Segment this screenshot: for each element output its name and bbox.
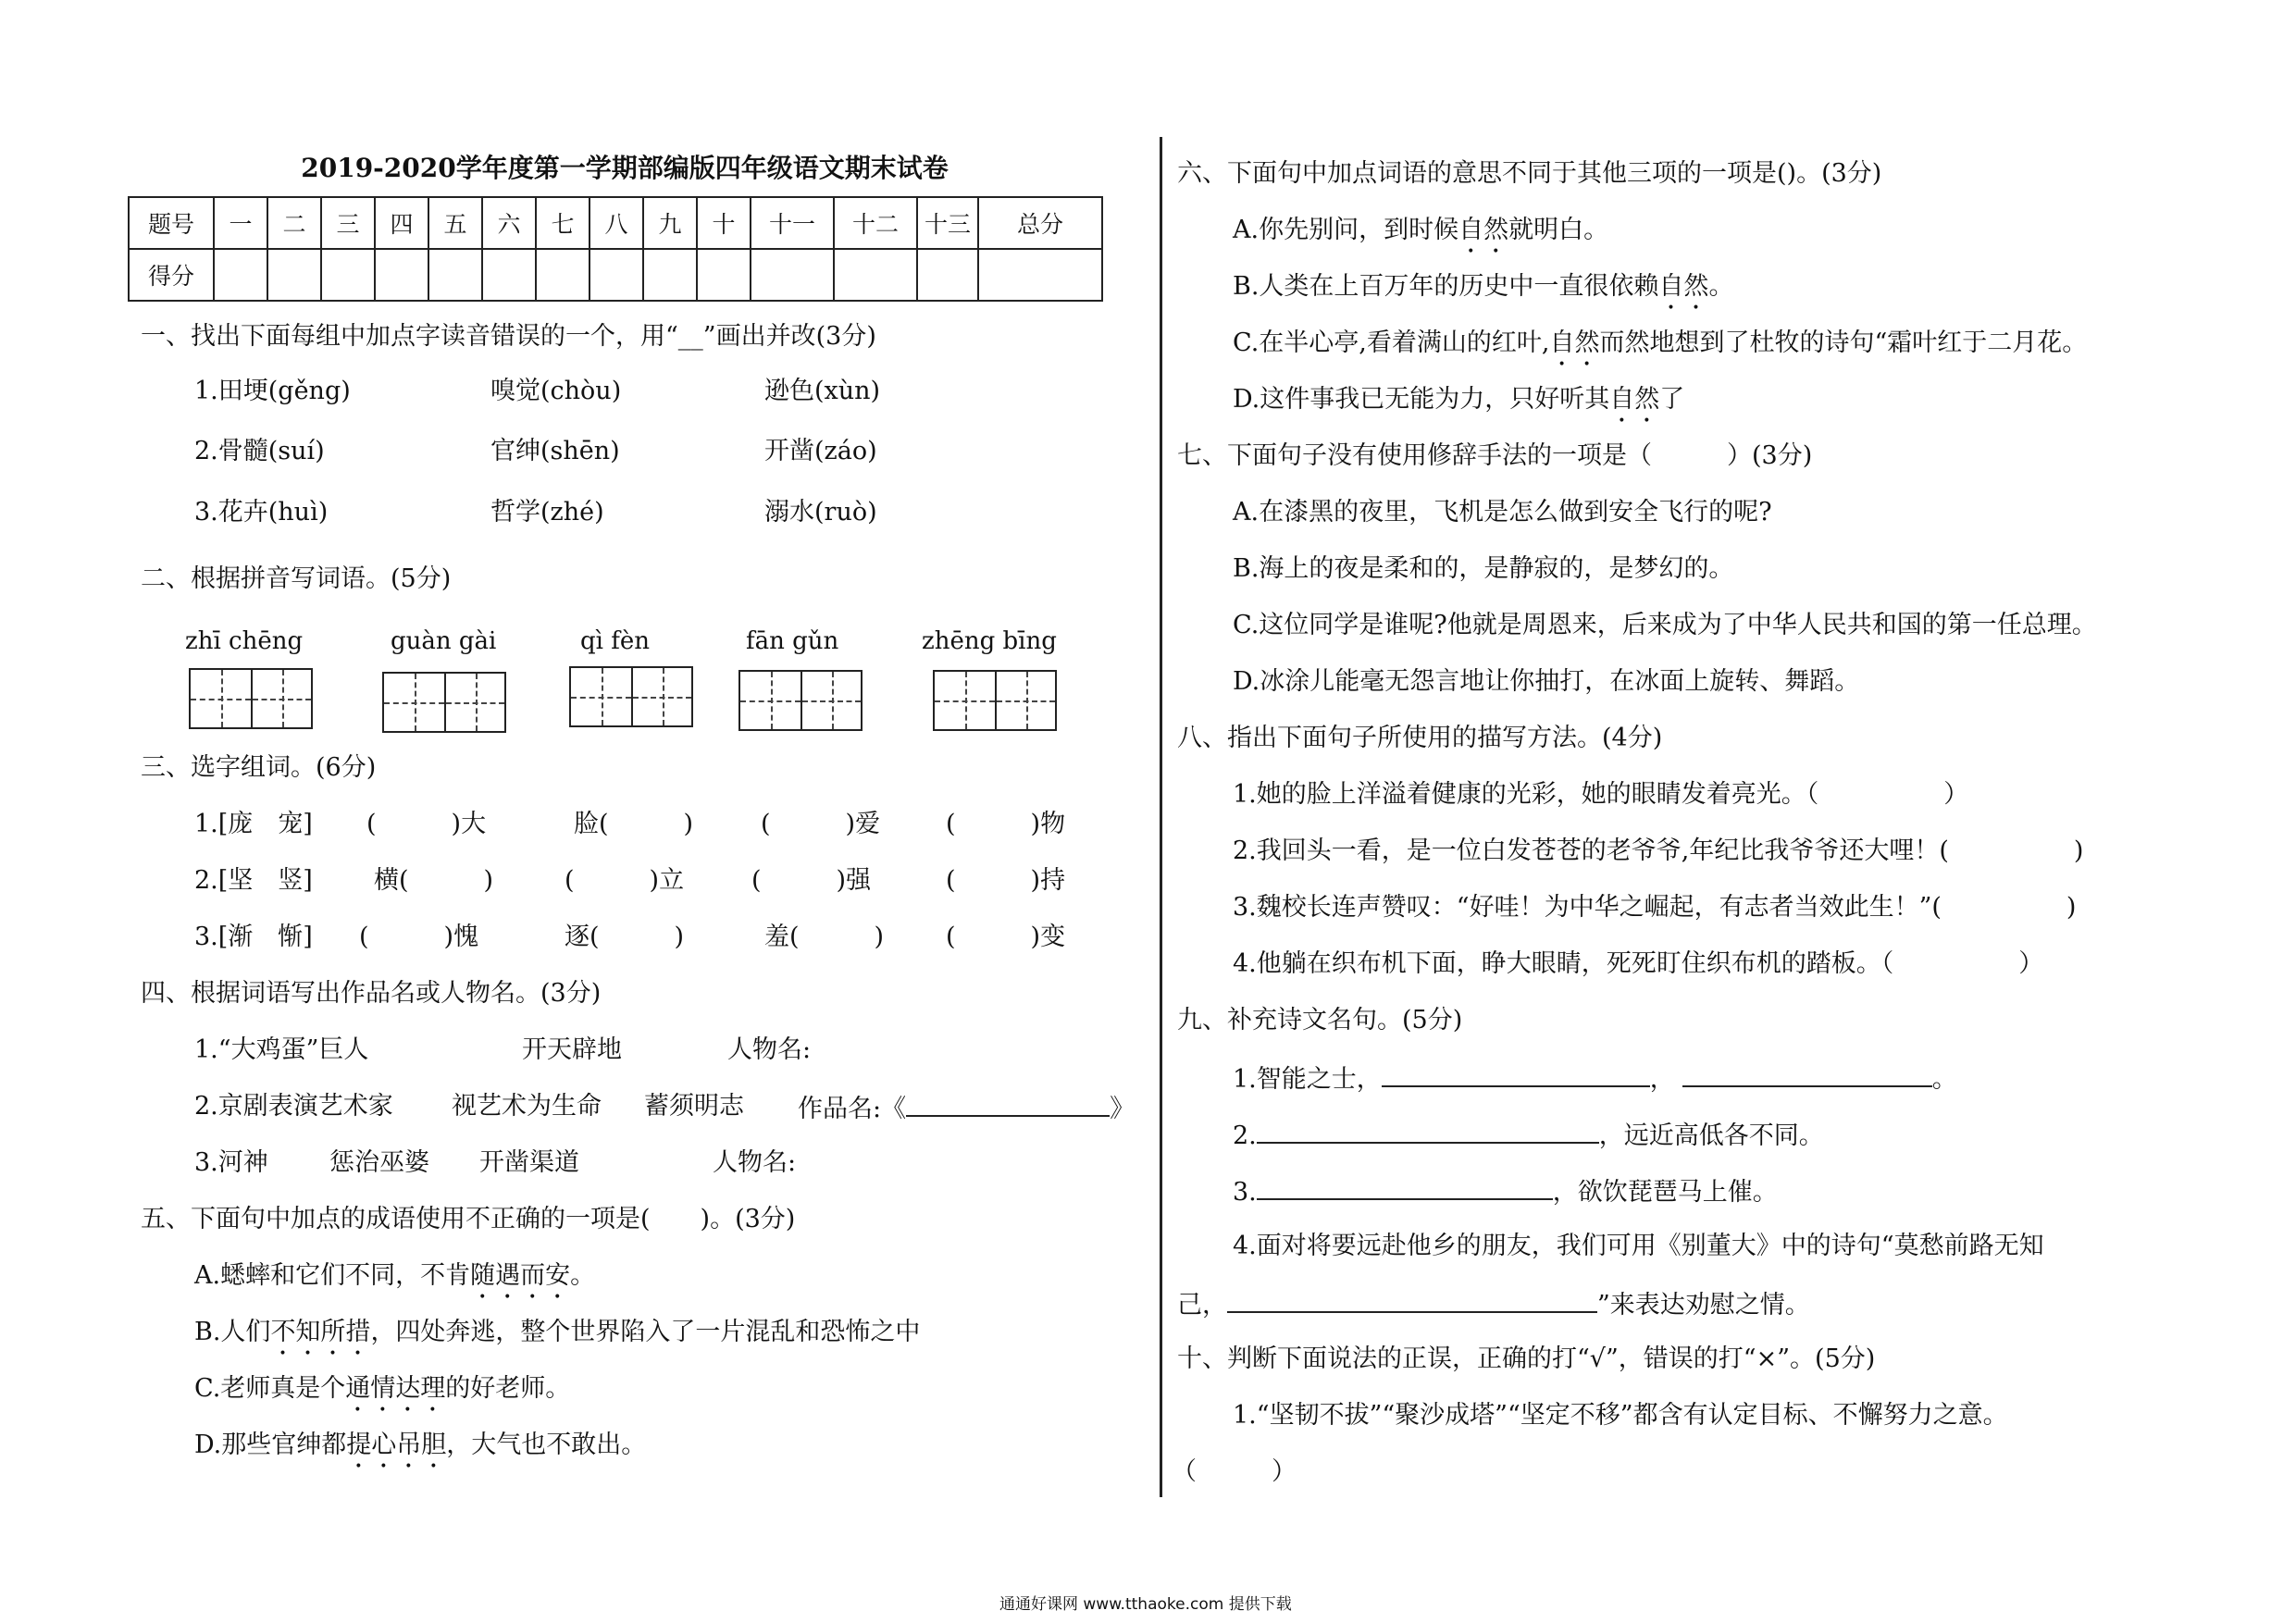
score-table-row-label: 题号 [129,197,214,249]
q8-item[interactable]: 1.她的脸上洋溢着健康的光彩，她的眼睛发着亮光。（ ） [1233,780,1969,809]
q3-blank[interactable]: ( )强 [751,866,872,895]
score-cell[interactable] [590,249,643,301]
poem-blank[interactable] [1382,1061,1650,1087]
character-grid[interactable] [933,670,1057,731]
score-col: 二 [267,197,321,249]
q8-item[interactable]: 4.他躺在织布机下面，睁大眼睛，死死盯住织布机的踏板。（ ） [1233,949,2044,978]
score-cell[interactable] [751,249,834,301]
q9-item-4-cont [1177,1287,1810,1321]
q8-item[interactable]: 3.魏校长连声赞叹：“好哇！为中华之崛起，有志者当效此生！”( ) [1233,893,2077,922]
dotted-word: 自然 [1458,216,1509,244]
score-col: 十三 [917,197,978,249]
score-table-header-row [129,197,1102,249]
dotted-word: 自然 [1549,328,1600,357]
column-divider [1160,137,1162,1497]
q3-blank[interactable]: ( )物 [946,810,1066,838]
option-text: 。 [1708,272,1734,301]
q9-text: ，远近高低各不同。 [1598,1121,1824,1150]
q10-heading: 十、判断下面说法的正误，正确的打“√”，错误的打“×”。(5分) [1177,1344,1876,1373]
pinyin-label: zhī chēng [185,627,304,655]
q9-text: ， [1649,1065,1675,1094]
option-text: C.在半心亭,看着满山的红叶, [1233,328,1550,357]
q4-text [798,1091,1135,1125]
q4-work-suffix: 》 [1110,1095,1136,1123]
q6-option-b[interactable] [1233,271,1733,316]
q3-label: 2.[坚 竖] [194,866,313,895]
score-col: 三 [321,197,375,249]
score-cell[interactable] [321,249,375,301]
q9-item-4: 4.面对将要远赴他乡的朋友，我们可用《别董大》中的诗句“莫愁前路无知 [1233,1232,2044,1260]
score-col: 五 [428,197,482,249]
option-text: 就明白。 [1508,216,1609,244]
score-col: 十一 [751,197,834,249]
q4-heading: 四、根据词语写出作品名或人物名。(3分) [141,979,602,1008]
page-title: 2019-2020学年度第一学期部编版四年级语文期末试卷 [301,153,949,183]
q7-option-d[interactable]: D.冰涂儿能毫无怨言地让你抽打，在冰面上旋转、舞蹈。 [1233,667,1860,696]
q8-item[interactable]: 2.我回头一看，是一位白发苍苍的老爷爷,年纪比我爷爷还大哩！( ) [1233,836,2084,865]
q4-work-prefix: 作品名:《 [798,1095,907,1123]
q9-heading: 九、补充诗文名句。(5分) [1177,1006,1463,1035]
q5-option-c[interactable] [194,1373,570,1418]
score-col: 十二 [834,197,917,249]
character-grid[interactable] [569,666,693,727]
option-text: B.人们 [194,1318,271,1346]
score-cell[interactable] [978,249,1102,301]
footer-source: 通通好课网 www.tthaoke.com 提供下载 [999,1595,1292,1614]
q4-text: 蓄须明志 [644,1092,744,1121]
poem-blank[interactable] [1257,1174,1553,1200]
q6-option-a[interactable] [1233,215,1608,259]
option-text: D.那些官绅都 [194,1431,347,1459]
q5-option-d[interactable] [194,1430,646,1474]
q9-item-3 [1233,1174,1778,1208]
q1-item: 1.田埂(gěng) [194,377,351,405]
q3-blank[interactable]: ( )持 [946,866,1066,895]
q1-item: 溺水(ruò) [764,498,877,527]
q4-text: 1.“大鸡蛋”巨人 [194,1035,369,1064]
dotted-idiom: 通情达理 [345,1374,446,1403]
q4-text: 人物名: [727,1035,812,1064]
character-grid[interactable] [382,672,506,733]
score-col: 一 [214,197,267,249]
score-table-score-row [129,249,1102,301]
q9-text: ”来表达劝慰之情。 [1597,1291,1810,1319]
q3-blank[interactable]: ( )爱 [761,810,881,838]
option-text: ，大气也不敢出。 [446,1431,647,1459]
q9-text: 3. [1233,1178,1257,1207]
q6-option-d[interactable] [1233,384,1684,428]
poem-blank[interactable] [1682,1061,1932,1087]
q2-heading: 二、根据拼音写词语。(5分) [141,564,452,593]
score-cell[interactable] [917,249,978,301]
score-col: 六 [482,197,536,249]
q3-label: 1.[庞 宠] [194,810,313,838]
q9-text: ，欲饮琵琶马上催。 [1552,1178,1778,1207]
score-cell[interactable] [214,249,267,301]
score-table-row-label: 得分 [129,249,214,301]
q6-option-c[interactable] [1233,328,2087,372]
q5-option-b[interactable] [194,1317,920,1361]
q7-option-b[interactable]: B.海上的夜是柔和的，是静寂的，是梦幻的。 [1233,554,1734,583]
q1-item: 开凿(záo) [764,437,877,465]
dotted-idiom: 提心吊胆 [346,1431,447,1459]
q4-text: 2.京剧表演艺术家 [194,1092,393,1121]
q4-text: 惩治巫婆 [329,1148,429,1177]
score-cell[interactable] [375,249,428,301]
pinyin-label: zhēng bīng [922,627,1057,655]
option-text: A.蟋蟀和它们不同，不肯 [194,1261,471,1290]
q1-item: 3.花卉(huì) [194,498,329,527]
score-cell[interactable] [643,249,697,301]
q8-heading: 八、指出下面句子所使用的描写方法。(4分) [1177,724,1663,752]
work-name-blank[interactable] [906,1091,1110,1117]
option-text: D.这件事我已无能为力，只好听其 [1233,385,1610,414]
pinyin-label: fān gǔn [746,627,839,655]
q3-blank[interactable]: ( )大 [366,810,487,838]
score-table [128,196,1103,302]
score-cell[interactable] [267,249,321,301]
option-text: C.老师真是个 [194,1374,346,1403]
score-col: 八 [590,197,643,249]
q9-item-2 [1233,1118,1824,1152]
q4-text: 视艺术为生命 [452,1092,602,1121]
score-cell[interactable] [482,249,536,301]
q4-text: 人物名: [713,1148,797,1177]
q4-text: 开天辟地 [522,1035,622,1064]
poem-blank[interactable] [1227,1287,1597,1313]
q1-item: 2.骨髓(suí) [194,437,325,465]
q1-item: 嗅觉(chòu) [490,377,622,405]
dotted-word: 自然 [1609,385,1660,414]
score-cell[interactable] [536,249,590,301]
score-col: 九 [643,197,697,249]
q1-item: 逊色(xùn) [764,377,881,405]
option-text: 而然地想到了杜牧的诗句“霜叶红于二月花。 [1599,328,2088,357]
option-text: A.你先别问，到时候 [1233,216,1459,244]
q9-text: 2. [1233,1121,1257,1150]
q7-option-c[interactable]: C.这位同学是谁呢?他就是周恩来，后来成为了中华人民共和国的第一任总理。 [1233,611,2097,639]
q4-text: 开凿渠道 [479,1148,579,1177]
q3-blank[interactable]: ( )立 [565,866,685,895]
dotted-idiom: 不知所措 [270,1318,371,1346]
score-cell[interactable] [834,249,917,301]
q9-item-1 [1233,1061,1957,1096]
q1-heading: 一、找出下面每组中加点字读音错误的一个，用“__”画出并改(3分) [141,322,876,351]
option-text: B.人类在上百万年的历史中一直很依赖 [1233,272,1659,301]
character-grid[interactable] [738,670,863,731]
q7-heading: 七、下面句子没有使用修辞手法的一项是（ ）(3分) [1177,441,1813,470]
score-col-total: 总分 [978,197,1102,249]
q4-text: 3.河神 [194,1148,268,1177]
q3-blank[interactable]: 脸( ) [574,810,694,838]
score-col: 十 [697,197,751,249]
score-cell[interactable] [428,249,482,301]
dotted-word: 自然 [1658,272,1709,301]
option-text: ，四处奔逃，整个世界陷入了一片混乱和恐怖之中 [370,1318,921,1346]
q3-blank[interactable]: 逐( ) [565,923,685,951]
option-text: 了 [1659,385,1685,414]
q9-text: 1.智能之士， [1233,1065,1382,1094]
q3-heading: 三、选字组词。(6分) [141,753,377,782]
q1-item: 官绅(shēn) [490,437,620,465]
q6-heading: 六、下面句中加点词语的意思不同于其他三项的一项是()。(3分) [1177,159,1882,188]
q5-option-a[interactable] [194,1260,595,1305]
q3-blank[interactable]: ( )变 [946,923,1066,951]
score-cell[interactable] [697,249,751,301]
q7-option-a[interactable]: A.在漆黑的夜里，飞机是怎么做到安全飞行的呢? [1233,498,1772,527]
q9-text: 己， [1177,1291,1227,1319]
character-grid[interactable] [189,668,313,729]
q9-text: 。 [1931,1065,1957,1094]
score-col: 四 [375,197,428,249]
q10-item: 1.“坚韧不拔”“聚沙成塔”“坚定不移”都含有认定目标、不懈努力之意。 [1233,1401,2008,1430]
pinyin-label: qì fèn [580,627,650,655]
q5-heading: 五、下面句中加点的成语使用不正确的一项是( )。(3分) [141,1205,796,1233]
q10-answer-paren[interactable]: （ ） [1172,1457,1297,1486]
option-text: 的好老师。 [445,1374,571,1403]
q3-label: 3.[渐 惭] [194,923,313,951]
q3-blank[interactable]: ( )愧 [359,923,479,951]
dotted-idiom: 随遇而安 [470,1261,571,1290]
option-text: 。 [570,1261,596,1290]
poem-blank[interactable] [1257,1118,1599,1144]
pinyin-label: guàn gài [391,627,497,655]
q3-blank[interactable]: 横( ) [374,866,494,895]
q1-item: 哲学(zhé) [490,498,604,527]
q3-blank[interactable]: 羞( ) [764,923,885,951]
score-col: 七 [536,197,590,249]
